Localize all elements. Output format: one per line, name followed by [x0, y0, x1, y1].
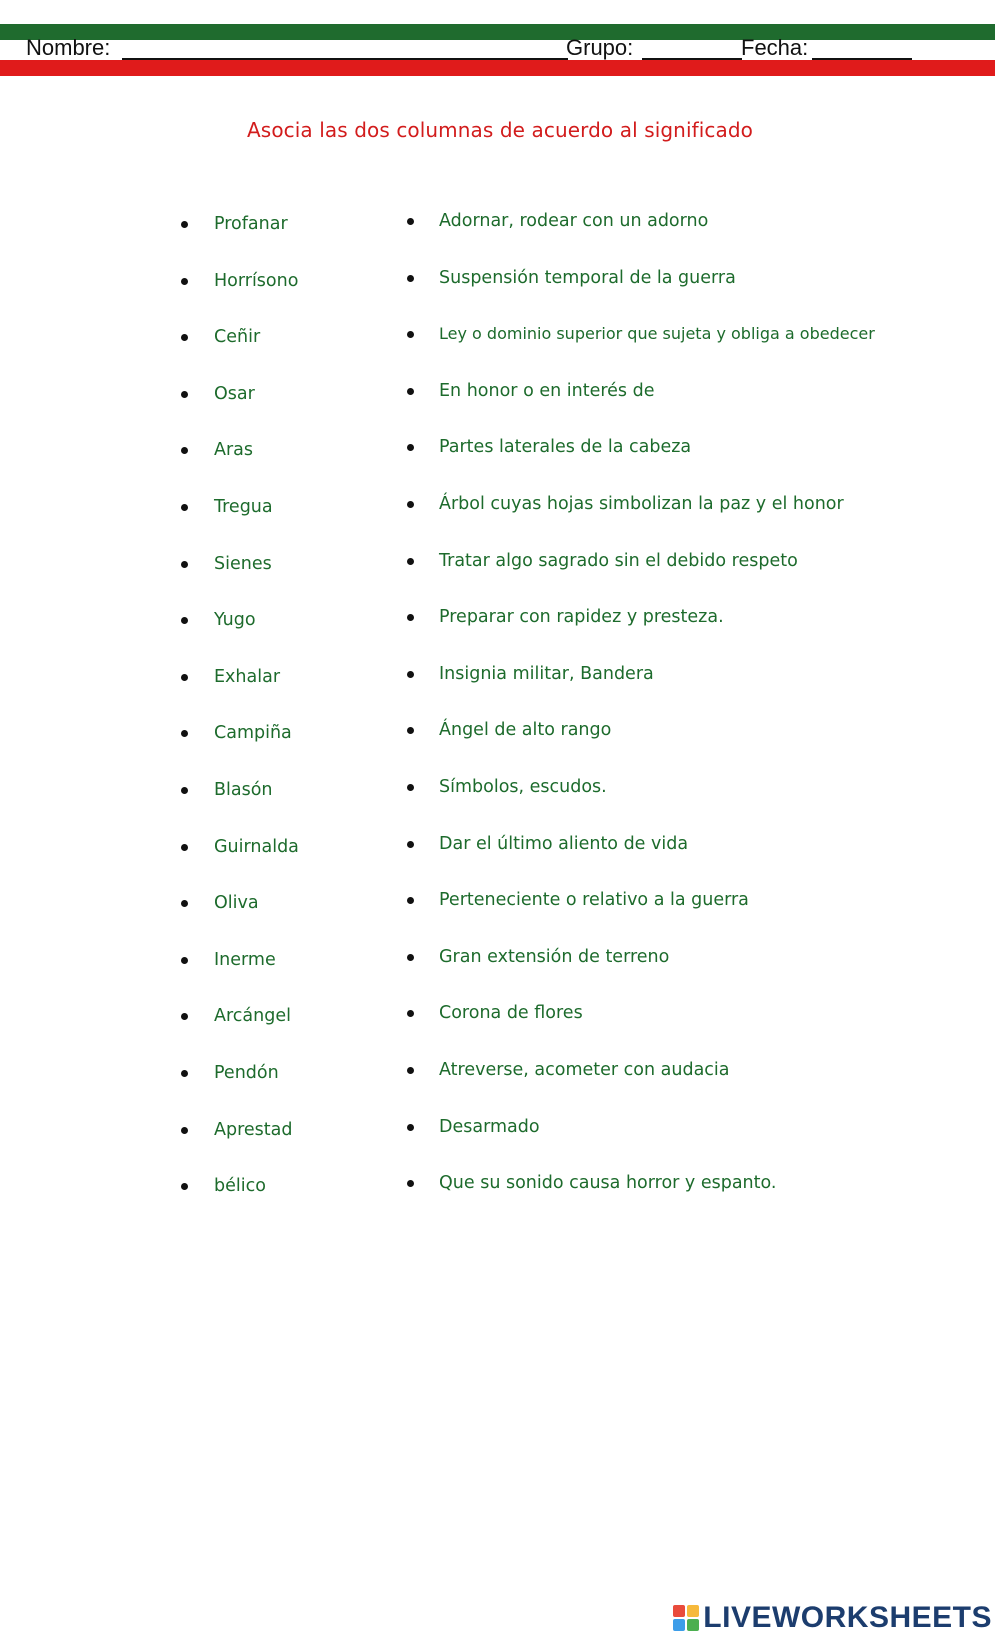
bullet-icon: [407, 558, 414, 565]
definition-item[interactable]: [407, 436, 927, 493]
group-label: Grupo:: [566, 35, 634, 60]
bullet-icon: [181, 844, 188, 851]
logo-icon: [673, 1605, 699, 1631]
word-text: Exhalar: [214, 666, 281, 687]
word-text: Osar: [214, 383, 255, 404]
bullet-icon: [407, 275, 414, 282]
bullet-icon: [407, 331, 414, 338]
word-text: Profanar: [214, 214, 288, 234]
bullet-icon: [181, 617, 188, 624]
word-item[interactable]: [181, 892, 381, 949]
bullet-icon: [407, 727, 414, 734]
liveworksheets-logo: [673, 1600, 992, 1636]
bullet-icon: [407, 614, 414, 621]
definition-text: Ángel de alto rango: [439, 720, 612, 741]
bullet-icon: [181, 391, 188, 398]
word-item[interactable]: [181, 666, 381, 723]
bullet-icon: [407, 784, 414, 791]
word-item[interactable]: [181, 722, 381, 779]
definition-text: Símbolos, escudos.: [439, 776, 607, 797]
word-item[interactable]: [181, 779, 381, 836]
definition-text: Perteneciente o relativo a la guerra: [439, 890, 749, 911]
bullet-icon: [181, 1127, 188, 1134]
definition-text: Atreverse, acometer con audacia: [439, 1059, 730, 1080]
bullet-icon: [181, 787, 188, 794]
definition-item[interactable]: [407, 833, 927, 890]
bullet-icon: [181, 1183, 188, 1190]
bullet-icon: [407, 1067, 414, 1074]
date-blank[interactable]: [812, 58, 912, 60]
definitions-column: [407, 210, 927, 1229]
definition-item[interactable]: [407, 493, 927, 550]
definition-item[interactable]: [407, 946, 927, 1003]
bullet-icon: [407, 671, 414, 678]
word-text: Tregua: [214, 496, 273, 517]
bullet-icon: [181, 504, 188, 511]
word-text: Guirnalda: [214, 836, 299, 857]
word-text: Yugo: [214, 610, 256, 631]
bullet-icon: [181, 334, 188, 341]
bullet-icon: [407, 897, 414, 904]
definition-text: Ley o dominio superior que sujeta y obliga a obedecer: [439, 324, 875, 344]
word-item[interactable]: [181, 383, 381, 440]
definition-text: Corona de flores: [439, 1003, 583, 1024]
bullet-icon: [181, 1070, 188, 1077]
word-text: bélico: [214, 1176, 266, 1197]
definition-text: Dar el último aliento de vida: [439, 833, 689, 854]
definition-text: Adornar, rodear con un adorno: [439, 211, 709, 231]
definition-text: Partes laterales de la cabeza: [439, 437, 692, 458]
word-item[interactable]: [181, 1062, 381, 1119]
word-item[interactable]: [181, 553, 381, 610]
bullet-icon: [181, 730, 188, 737]
definition-text: Desarmado: [439, 1116, 540, 1137]
instructions-title: Asocia las dos columnas de acuerdo al significado: [247, 118, 753, 142]
word-text: Campiña: [214, 723, 292, 744]
word-text: Aras: [214, 440, 254, 461]
word-text: Pendón: [214, 1062, 279, 1083]
bullet-icon: [407, 841, 414, 848]
definition-item[interactable]: [407, 210, 927, 267]
word-item[interactable]: [181, 496, 381, 553]
name-label: Nombre:: [26, 35, 111, 60]
definition-text: En honor o en interés de: [439, 380, 655, 401]
definition-item[interactable]: [407, 267, 927, 324]
definition-text: Suspensión temporal de la guerra: [439, 267, 736, 288]
definition-text: Insignia militar, Bandera: [439, 663, 654, 684]
bullet-icon: [181, 561, 188, 568]
definition-item[interactable]: [407, 380, 927, 437]
definition-text: Que su sonido causa horror y espanto.: [439, 1173, 777, 1194]
bullet-icon: [407, 1180, 414, 1187]
definition-item[interactable]: [407, 323, 927, 380]
definition-item[interactable]: [407, 1172, 927, 1229]
bullet-icon: [407, 1010, 414, 1017]
definition-item[interactable]: [407, 1059, 927, 1116]
bullet-icon: [407, 388, 414, 395]
name-blank[interactable]: [122, 58, 568, 60]
definition-text: Árbol cuyas hojas simbolizan la paz y el honor: [439, 493, 844, 514]
bullet-icon: [181, 1013, 188, 1020]
bullet-icon: [181, 900, 188, 907]
definition-text: Tratar algo sagrado sin el debido respeto: [439, 550, 798, 571]
bullet-icon: [181, 221, 188, 228]
definition-item[interactable]: [407, 606, 927, 663]
definition-item[interactable]: [407, 1002, 927, 1059]
word-item[interactable]: [181, 1119, 381, 1176]
word-item[interactable]: [181, 326, 381, 383]
definition-item[interactable]: [407, 719, 927, 776]
bullet-icon: [181, 957, 188, 964]
word-text: Ceñir: [214, 327, 261, 348]
group-blank[interactable]: [642, 58, 742, 60]
word-item[interactable]: [181, 609, 381, 666]
word-text: Oliva: [214, 893, 259, 914]
word-text: Sienes: [214, 553, 272, 574]
word-text: Aprestad: [214, 1119, 293, 1140]
definition-text: Gran extensión de terreno: [439, 946, 670, 967]
bullet-icon: [181, 674, 188, 681]
word-item[interactable]: [181, 949, 381, 1006]
bullet-icon: [407, 1124, 414, 1131]
words-column: [181, 213, 381, 1232]
bullet-icon: [407, 444, 414, 451]
word-item[interactable]: [181, 1175, 381, 1232]
bullet-icon: [407, 218, 414, 225]
bullet-icon: [407, 954, 414, 961]
word-text: Arcángel: [214, 1006, 291, 1027]
word-text: Inerme: [214, 949, 276, 970]
word-item[interactable]: [181, 836, 381, 893]
bullet-icon: [181, 447, 188, 454]
date-label: Fecha:: [741, 35, 809, 60]
definition-item[interactable]: [407, 889, 927, 946]
word-item[interactable]: [181, 270, 381, 327]
bullet-icon: [407, 501, 414, 508]
header-fields: [26, 34, 966, 62]
word-text: Blasón: [214, 779, 273, 800]
definition-item[interactable]: [407, 776, 927, 833]
definition-item[interactable]: [407, 550, 927, 607]
flag-stripe-red: [0, 60, 995, 76]
definition-text: Preparar con rapidez y presteza.: [439, 607, 724, 628]
word-item[interactable]: [181, 1005, 381, 1062]
definition-item[interactable]: [407, 663, 927, 720]
word-text: Horrísono: [214, 270, 299, 291]
definition-item[interactable]: [407, 1116, 927, 1173]
logo-text: LIVEWORKSHEETS: [703, 1601, 992, 1634]
bullet-icon: [181, 278, 188, 285]
word-item[interactable]: [181, 439, 381, 496]
word-item[interactable]: [181, 213, 381, 270]
